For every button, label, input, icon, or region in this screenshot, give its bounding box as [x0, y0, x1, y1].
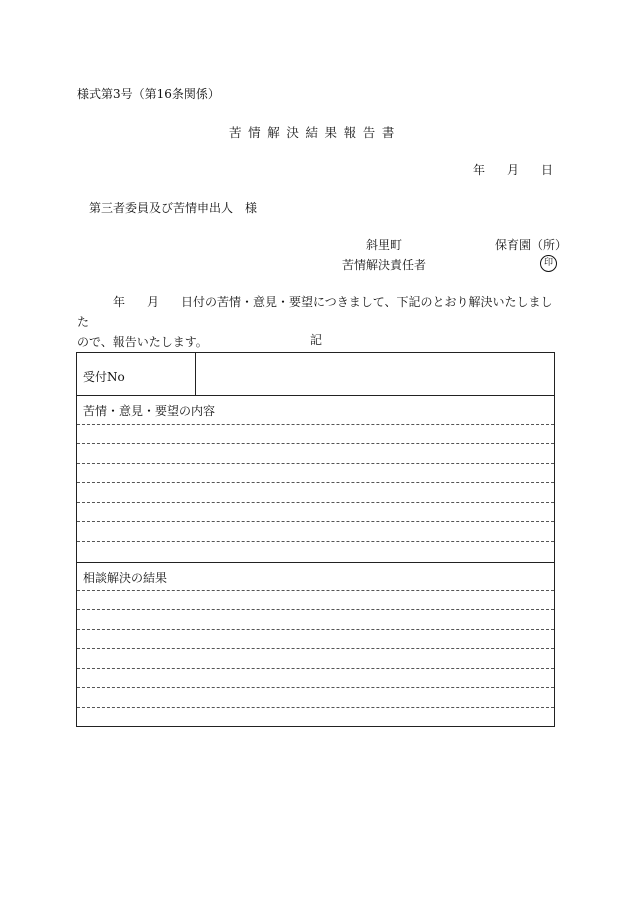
writing-line	[77, 502, 554, 503]
writing-line	[77, 463, 554, 464]
writing-line	[77, 443, 554, 444]
writing-line	[77, 668, 554, 669]
writing-line	[77, 424, 554, 425]
receipt-row	[77, 353, 554, 396]
date-month-label: 月	[507, 163, 520, 177]
sender-responsible-title: 苦情解決責任者	[342, 258, 427, 272]
form-number: 様式第3号（第16条関係）	[77, 87, 220, 101]
sender-town: 斜里町	[366, 238, 403, 252]
writing-line	[77, 629, 554, 630]
writing-line	[77, 707, 554, 708]
date-day-label: 日	[541, 163, 554, 177]
seal-mark: 印	[540, 255, 557, 272]
complaint-content-section[interactable]	[77, 395, 554, 563]
addressee: 第三者委員及び苦情申出人 様	[89, 201, 258, 215]
body-month: 月	[147, 295, 160, 309]
writing-line	[77, 590, 554, 591]
writing-line	[77, 541, 554, 542]
writing-line	[77, 482, 554, 483]
sender-nursery: 保育園（所）	[495, 238, 568, 252]
document-title: 苦情解決結果報告書	[229, 125, 401, 140]
resolution-result-section[interactable]	[77, 562, 554, 726]
ki-heading: 記	[310, 333, 323, 347]
resolution-result-label: 相談解決の結果	[83, 571, 168, 585]
writing-line	[77, 609, 554, 610]
receipt-divider	[195, 353, 196, 395]
body-year: 年	[113, 295, 126, 309]
writing-line	[77, 687, 554, 688]
body-text-line1: 日付の苦情・意見・要望につきまして、下記のとおり解決いたしました	[77, 295, 553, 329]
report-table	[76, 352, 555, 727]
writing-line	[77, 648, 554, 649]
complaint-content-label: 苦情・意見・要望の内容	[83, 404, 216, 418]
writing-line	[77, 521, 554, 522]
date-year-label: 年	[473, 163, 486, 177]
body-text-line2: ので、報告いたします。	[77, 335, 208, 349]
date-line	[473, 161, 553, 178]
receipt-no-label: 受付No	[83, 370, 125, 384]
